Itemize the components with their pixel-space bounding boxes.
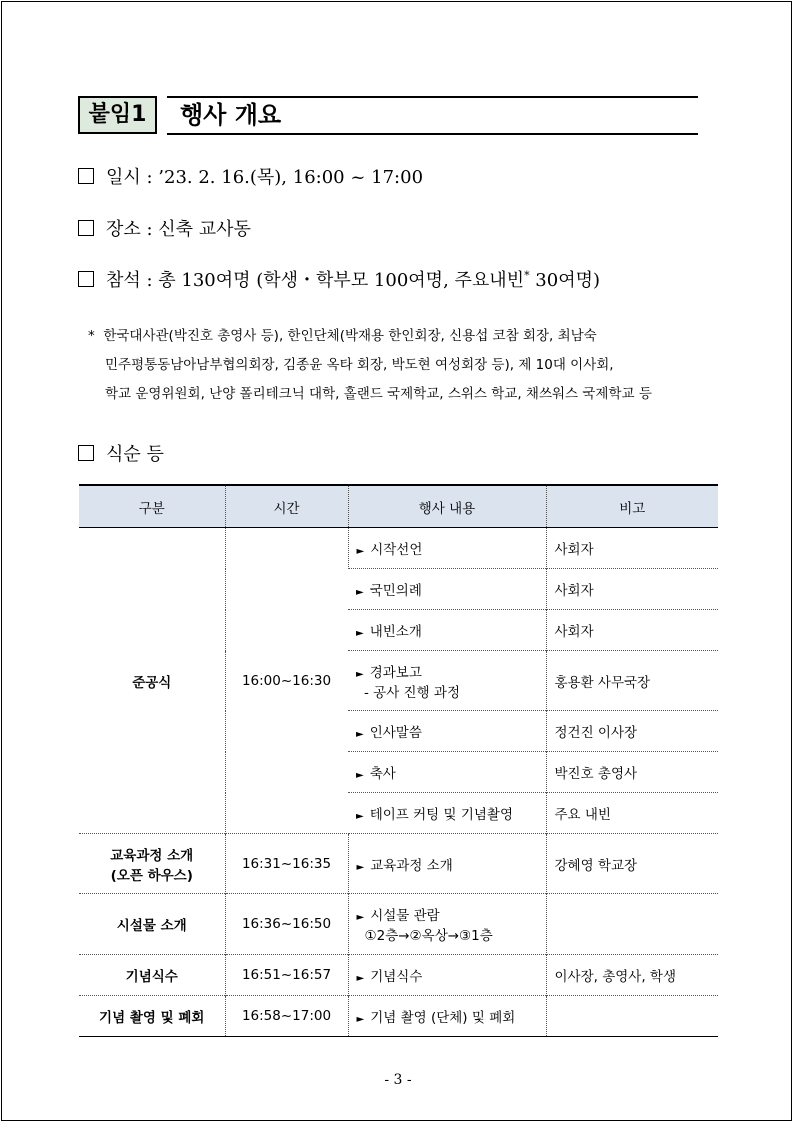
attendance-item bbox=[78, 266, 600, 292]
note-cell bbox=[546, 996, 718, 1037]
footnote-star: * bbox=[524, 269, 530, 282]
note-cell: 강혜영 학교장 bbox=[546, 834, 718, 894]
header-category: 구분 bbox=[79, 485, 225, 528]
ceremony-text: 식순 등 bbox=[106, 444, 164, 465]
title-rule-bottom bbox=[167, 133, 698, 135]
category-cell: 기념 촬영 및 폐회 bbox=[79, 996, 225, 1037]
note-cell: 박진호 총영사 bbox=[546, 752, 718, 793]
table-row bbox=[79, 955, 718, 996]
date-text: 일시 : ’23. 2. 16.(목), 16:00 ~ 17:00 bbox=[106, 167, 424, 188]
category-cell: 교육과정 소개 (오픈 하우스) bbox=[79, 834, 225, 894]
content-cell: ► 시작선언 bbox=[348, 528, 546, 569]
attendance-text: 참석 : 총 130여명 (학생・학부모 100여명, 주요내빈 bbox=[106, 270, 525, 291]
triangle-bullet-icon: ► bbox=[356, 729, 364, 740]
content-cell: ► 인사말씀 bbox=[348, 711, 546, 752]
content-cell: ► 내빈소개 bbox=[348, 610, 546, 651]
content-cell: ► 국민의례 bbox=[348, 569, 546, 610]
header-note: 비고 bbox=[546, 485, 718, 528]
page-title: 행사 개요 bbox=[180, 101, 282, 129]
category-cell: 준공식 bbox=[79, 528, 225, 834]
note-cell bbox=[546, 894, 718, 955]
time-cell: 16:51~16:57 bbox=[225, 955, 348, 996]
place-item bbox=[78, 215, 251, 241]
checkbox-icon bbox=[78, 220, 94, 236]
time-cell: 16:31~16:35 bbox=[225, 834, 348, 894]
triangle-bullet-icon: ► bbox=[356, 861, 365, 873]
table-row bbox=[79, 894, 718, 955]
date-item bbox=[78, 163, 423, 189]
time-cell: 16:58~17:00 bbox=[225, 996, 348, 1037]
triangle-bullet-icon: ► bbox=[356, 668, 364, 680]
time-cell: 16:00~16:30 bbox=[225, 528, 348, 834]
note-cell: 사회자 bbox=[546, 569, 718, 610]
table-header-row bbox=[79, 485, 718, 528]
ceremony-item bbox=[78, 440, 164, 466]
triangle-bullet-icon: ► bbox=[356, 770, 364, 781]
note-cell: 이사장, 총영사, 학생 bbox=[546, 955, 718, 996]
content-cell: ► 경과보고 - 공사 진행 과정 bbox=[348, 651, 546, 711]
content-cell: ► 테이프 커팅 및 기념촬영 bbox=[348, 793, 546, 834]
time-cell: 16:36~16:50 bbox=[225, 894, 348, 955]
triangle-bullet-icon: ► bbox=[356, 973, 365, 984]
attendance-tail: 30여명) bbox=[529, 270, 600, 291]
triangle-bullet-icon: ► bbox=[356, 587, 364, 598]
table-row bbox=[79, 996, 718, 1037]
attachment-label: 붙임1 bbox=[78, 96, 157, 134]
note-cell: 사회자 bbox=[546, 610, 718, 651]
content-cell: ► 기념식수 bbox=[348, 955, 546, 996]
guest-note bbox=[88, 322, 728, 409]
category-cell: 기념식수 bbox=[79, 955, 225, 996]
header-time: 시간 bbox=[225, 485, 348, 528]
note-cell: 홍용환 사무국장 bbox=[546, 651, 718, 711]
triangle-bullet-icon: ► bbox=[356, 628, 364, 639]
table-row bbox=[79, 528, 718, 569]
note-cell: 정건진 이사장 bbox=[546, 711, 718, 752]
note-cell: 사회자 bbox=[546, 528, 718, 569]
checkbox-icon bbox=[78, 271, 94, 287]
content-cell: ► 교육과정 소개 bbox=[348, 834, 546, 894]
table-row bbox=[79, 834, 718, 894]
checkbox-icon bbox=[78, 445, 94, 461]
note-star: * bbox=[88, 328, 95, 344]
note-line-1: * 한국대사관(박진호 총영사 등), 한인단체(박재용 한인회장, 신용섭 코참 회장, 최남숙 bbox=[88, 328, 597, 344]
section-title bbox=[78, 96, 698, 136]
place-text: 장소 : 신축 교사동 bbox=[106, 219, 251, 240]
triangle-bullet-icon: ► bbox=[356, 912, 365, 923]
triangle-bullet-icon: ► bbox=[356, 1014, 365, 1025]
note-line-2: 민주평통동남아남부협의회장, 김종윤 옥타 회장, 박도현 여성회장 등), 제 10대 이사회, bbox=[105, 357, 614, 373]
triangle-bullet-icon: ► bbox=[356, 811, 364, 822]
note-cell: 주요 내빈 bbox=[546, 793, 718, 834]
note-line-3: 학교 운영위원회, 난양 폴리테크닉 대학, 홀랜드 국제학교, 스위스 학교, 채쓰워스 국제학교 등 bbox=[105, 386, 652, 402]
content-cell: ► 시설물 관람 ①2층→②옥상→③1층 bbox=[348, 894, 546, 955]
checkbox-icon bbox=[78, 168, 94, 184]
content-cell: ► 기념 촬영 (단체) 및 폐회 bbox=[348, 996, 546, 1037]
page-number: - 3 - bbox=[384, 1072, 412, 1088]
schedule-table bbox=[79, 484, 718, 1037]
category-cell: 시설물 소개 bbox=[79, 894, 225, 955]
header-content: 행사 내용 bbox=[348, 485, 546, 528]
content-cell: ► 축사 bbox=[348, 752, 546, 793]
triangle-bullet-icon: ► bbox=[356, 546, 365, 557]
